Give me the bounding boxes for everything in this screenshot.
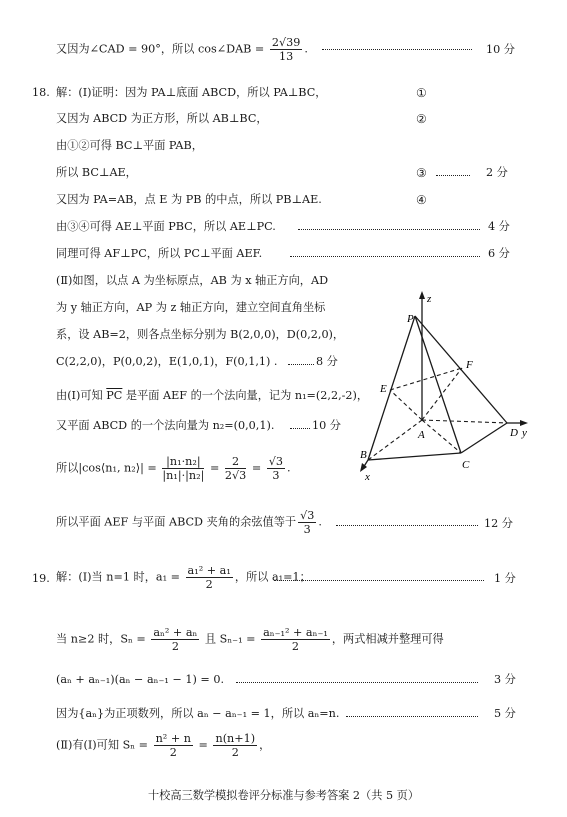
z-arrow bbox=[419, 291, 425, 299]
q19-line5 bbox=[56, 732, 270, 759]
marker-1: ① bbox=[416, 86, 427, 100]
label-y: y bbox=[522, 427, 527, 439]
score: 1 分 bbox=[494, 572, 516, 585]
frac-num: 2 bbox=[225, 455, 246, 469]
label-a: A bbox=[418, 429, 425, 441]
q18-line5: 又因为 PA=AB，点 E 为 PB 的中点，所以 PB⊥AE. bbox=[56, 193, 322, 206]
text: = bbox=[194, 738, 212, 752]
frac-den: 2 bbox=[291, 640, 300, 653]
frac-den: 13 bbox=[278, 50, 294, 63]
label-f: F bbox=[466, 359, 473, 371]
frac-num: √3 bbox=[268, 455, 284, 468]
label-e: E bbox=[380, 383, 387, 395]
fraction bbox=[162, 455, 204, 482]
leader-dots bbox=[274, 580, 484, 581]
fraction bbox=[154, 732, 193, 759]
score: 10 分 bbox=[486, 43, 515, 56]
score: 4 分 bbox=[488, 220, 510, 233]
frac-den: 2 bbox=[169, 746, 177, 759]
leader-dots bbox=[298, 229, 480, 230]
text: 由(Ⅰ)可知 bbox=[56, 389, 107, 402]
text: 所以平面 AEF 与平面 ABCD 夹角的余弦值等于 bbox=[56, 515, 297, 529]
text: (Ⅱ)有(Ⅰ)可知 Sₙ = bbox=[56, 738, 152, 752]
score: 5 分 bbox=[494, 707, 516, 720]
text: . bbox=[287, 461, 291, 475]
q18-line3: 由①②可得 BC⊥平面 PAB， bbox=[56, 139, 203, 152]
label-b: B bbox=[360, 449, 367, 461]
q19-line2 bbox=[56, 626, 444, 653]
label-x: x bbox=[365, 471, 370, 483]
leader-dots bbox=[290, 256, 480, 257]
y-arrow bbox=[520, 420, 528, 426]
leader-dots bbox=[336, 525, 478, 526]
score: 3 分 bbox=[494, 673, 516, 686]
question-number: 19. bbox=[32, 572, 50, 585]
text: 当 n≥2 时，Sₙ = bbox=[56, 632, 150, 646]
leader-dots bbox=[236, 682, 478, 683]
frac-den: 3 bbox=[303, 523, 311, 536]
frac-num: √3 bbox=[300, 509, 315, 522]
label-c: C bbox=[462, 459, 470, 471]
fraction bbox=[298, 509, 316, 536]
fraction bbox=[270, 36, 302, 63]
fraction bbox=[186, 564, 233, 591]
frac-num: aₙ₋₁² + aₙ₋₁ bbox=[263, 626, 328, 639]
q19-line4: 因为{aₙ}为正项数列，所以 aₙ − aₙ₋₁ = 1，所以 aₙ=n. bbox=[56, 707, 340, 720]
frac-num: a₁² + a₁ bbox=[187, 564, 231, 577]
page-footer: 十校高三数学模拟卷评分标准与参考答案 2（共 5 页） bbox=[147, 789, 420, 802]
q18-line1: 解：(Ⅰ)证明：因为 PA⊥底面 ABCD，所以 PA⊥BC， bbox=[56, 86, 327, 99]
q18-cos-line bbox=[56, 455, 291, 482]
text: 又因为∠CAD = 90°，所以 cos∠DAB = bbox=[56, 42, 268, 56]
fraction bbox=[213, 732, 257, 759]
frac-den: 3 bbox=[272, 469, 280, 482]
fraction bbox=[261, 626, 330, 653]
score: 10 分 bbox=[312, 419, 341, 432]
text: ，两式相减并整理可得 bbox=[331, 632, 444, 646]
q18-part2-line3: 系，设 AB=2，则各点坐标分别为 B(2,0,0)，D(0,2,0)， bbox=[56, 328, 345, 341]
frac-den: |n₁|·|n₂| bbox=[162, 469, 205, 482]
q18-part2-line6: 又平面 ABCD 的一个法向量为 n₂=(0,0,1). bbox=[56, 419, 275, 432]
fraction bbox=[225, 455, 246, 482]
label-d: D bbox=[510, 427, 518, 439]
q18-line6: 由③④可得 AE⊥平面 PBC，所以 AE⊥PC. bbox=[56, 220, 276, 233]
pyramid-figure bbox=[360, 288, 530, 483]
q18-part2-line5 bbox=[56, 389, 368, 403]
text: 是平面 AEF 的一个法向量，记为 n₁=(2,2,-2)， bbox=[122, 389, 369, 402]
q19-line1 bbox=[56, 564, 311, 591]
frac-num: aₙ² + aₙ bbox=[153, 626, 198, 639]
vector-pc: $\overline{PC}$ bbox=[106, 389, 123, 402]
score: 2 分 bbox=[486, 166, 508, 179]
q18-part2-line2: 为 y 轴正方向，AP 为 z 轴正方向，建立空间直角坐标 bbox=[56, 301, 326, 314]
text: . bbox=[304, 42, 308, 56]
frac-num: n(n+1) bbox=[215, 732, 256, 745]
q18-part2-line4: C(2,2,0)，P(0,0,2)，E(1,0,1)，F(0,1,1) . bbox=[56, 355, 278, 368]
leader-dots bbox=[436, 175, 470, 176]
label-p: P bbox=[407, 313, 414, 325]
text: 所以|cos⟨n₁, n₂⟩| = bbox=[56, 461, 161, 475]
frac-den: 2 bbox=[231, 746, 239, 759]
marker-3: ③ bbox=[416, 166, 427, 180]
score: 12 分 bbox=[484, 517, 513, 530]
question-number: 18. bbox=[32, 86, 50, 99]
leader-dots bbox=[290, 428, 310, 429]
frac-num: |n₁·n₂| bbox=[162, 455, 204, 469]
q18-part2-line1: (Ⅱ)如图，以点 A 为坐标原点，AB 为 x 轴正方向，AD bbox=[56, 274, 329, 287]
text: ， bbox=[259, 738, 271, 752]
q19-line3: (aₙ + aₙ₋₁)(aₙ − aₙ₋₁ − 1) = 0. bbox=[56, 673, 225, 686]
q18-line7: 同理可得 AF⊥PC，所以 PC⊥平面 AEF. bbox=[56, 247, 263, 260]
leader-dots bbox=[346, 716, 478, 717]
frac-num: n² + n bbox=[155, 732, 191, 745]
frac-num: 2√39 bbox=[271, 36, 301, 49]
text: = bbox=[206, 461, 223, 475]
frac-den: 2√3 bbox=[224, 469, 247, 482]
text: 且 Sₙ₋₁ = bbox=[201, 632, 260, 646]
leader-dots bbox=[322, 49, 472, 50]
q18-line2: 又因为 ABCD 为正方形，所以 AB⊥BC， bbox=[56, 112, 268, 125]
label-z: z bbox=[427, 293, 432, 305]
frac-den: 2 bbox=[171, 640, 179, 653]
marker-4: ④ bbox=[416, 193, 427, 207]
text: ，所以 a₁=1； bbox=[234, 570, 311, 584]
q18-conclusion bbox=[56, 509, 322, 536]
text: . bbox=[318, 515, 322, 529]
fraction bbox=[151, 626, 199, 653]
marker-2: ② bbox=[416, 112, 427, 126]
text: 解：(Ⅰ)当 n=1 时，a₁ = bbox=[56, 570, 184, 584]
q18-line4: 所以 BC⊥AE， bbox=[56, 166, 137, 179]
text: = bbox=[248, 461, 265, 475]
leader-dots bbox=[288, 364, 314, 365]
score: 6 分 bbox=[488, 247, 510, 260]
line-cos-dab bbox=[56, 36, 308, 63]
fraction bbox=[267, 455, 285, 482]
score: 8 分 bbox=[316, 355, 338, 368]
frac-den: 2 bbox=[205, 578, 213, 591]
